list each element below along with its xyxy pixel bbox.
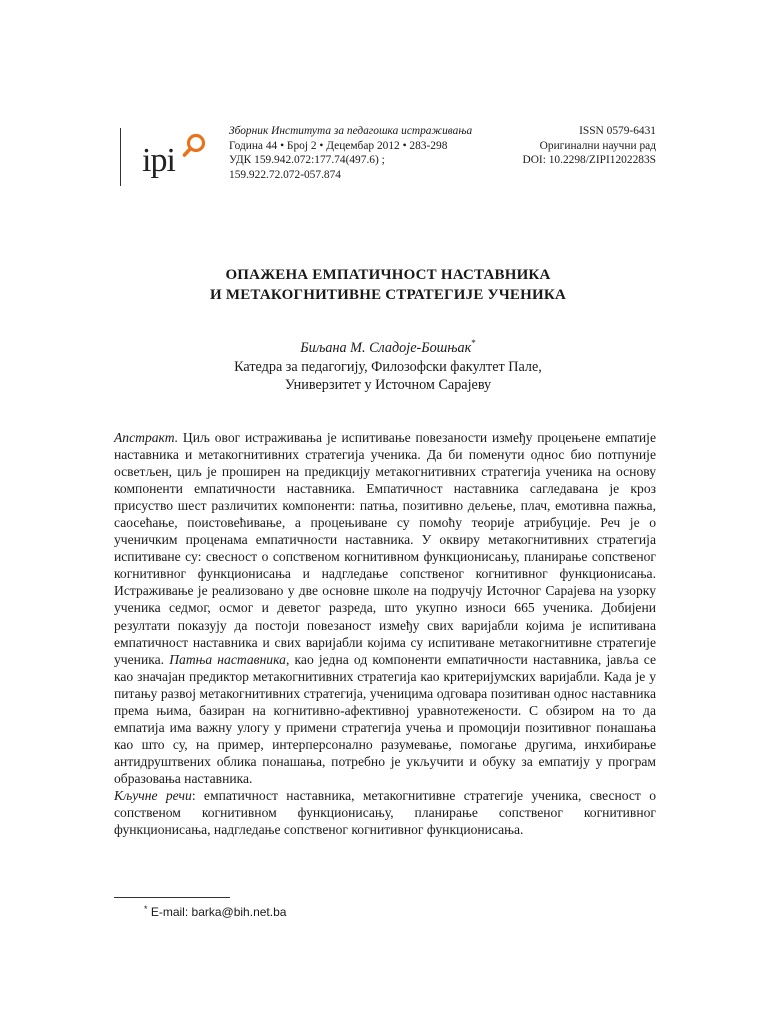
journal-info (229, 124, 499, 182)
magnifier-icon (182, 132, 208, 158)
affiliation-university: Универзитет у Источном Сарајеву (284, 377, 492, 393)
title-line-2: И МЕТАКОГНИТИВНЕ СТРАТЕГИЈЕ УЧЕНИКА (210, 287, 566, 303)
doi: DOI: 10.2298/ZIPI1202283S (522, 154, 656, 167)
journal-name: Зборник Института за педагошка истраживања (229, 125, 473, 137)
affiliation-department: Катедра за педагогију, Филозофски факултет Пале, (234, 358, 542, 375)
abstract-emphasis: Патња наставника (169, 651, 286, 667)
paper-title (120, 265, 656, 305)
header-divider (120, 128, 121, 186)
abstract-label: Апстракт. (114, 430, 179, 445)
keywords-text: : емпатичност наставника, метакогнитивне стратегије ученика, свесност о сопственом когнитивном функционисању, планирање сопственог когнитивног функционисања, надгледање сопственог когнитивног функционисања. (114, 787, 656, 838)
journal-header (120, 124, 656, 184)
udc-code: УДК 159.942.072:177.74(497.6) ; (229, 154, 385, 167)
footnote-divider (114, 897, 230, 898)
keywords (114, 787, 656, 838)
abstract-paragraph (114, 429, 656, 787)
abstract (114, 429, 656, 838)
footnote-email: E-mail: barka@bih.net.ba (147, 905, 287, 919)
keywords-label: Кључне речи (114, 787, 192, 803)
author-footnote-marker: * (471, 338, 476, 348)
author-name (120, 334, 656, 358)
udc-code-continued: 159.922.72.072-057.874 (229, 168, 342, 181)
publication-info (522, 124, 656, 168)
issn: ISSN 0579-6431 (579, 125, 656, 137)
author-name-text: Биљана М. Сладоје-Бошњак (300, 340, 472, 356)
journal-issue: Година 44 • Број 2 • Децембар 2012 • 283-298 (229, 139, 448, 152)
institute-logo (142, 132, 208, 179)
logo-text: ipi (142, 142, 175, 179)
abstract-text-2: , као једна од компоненти емпатичности наставника, јавља се као значајан предиктор метакогнитивних стратегија као критеријумских варијабли. Када је у питању развој метакогнитивних стратегија, ученицима одговара позитиван однос наставника према њима, базиран на когнитивно-афективној уравнотежености. С обзиром на то да емпатија има важну улогу у примени стратегија учења и промоцији позитивног понашања као што су, на пример, интерперсонално разумевање, помогање другима, инхибирање антидруштвених облика понашања, потребно је укључити и обуку за емпатију у програм образовања наставника. (114, 651, 657, 786)
title-line-1: ОПАЖЕНА ЕМПАТИЧНОСТ НАСТАВНИКА (225, 267, 551, 283)
abstract-text-1: Циљ овог истраживања је испитивање повезаности између процењене емпатије наставника и метакогнитивних стратегија ученика. Да би поменути однос био потпуније осветљен, циљ је проширен на предикцију метакогнитивних стратегија ученика на основу компоненти емпатичности наставника. Емпатичност наставника сагледавана је кроз присуство шест различитих компоненти: патња, позитивно дељење, плач, емотивна пажња, саосећање, поистовећивање, а процењиване су помоћу теорије атрибуције. Реч је о ученичким проценама емпатичности наставника. У оквиру метакогнитивних стратегија испитиване су: свесност о сопственом когнитивном функционисању, планирање сопственог когнитивног функционисања и надгледање сопственог когнитивног функционисања. Истраживање је реализовано у две основне школе на подручју Источног Сарајева на узорку ученика седмог, осмог и деветог разреда, што укупно износи 665 ученика. Добијени резултати показују да постоји повезаност између свих варијабли којима је испитивана емпатичност наставника и свих варијабли којима су испитиване метакогнитивне стратегије ученика. (114, 430, 656, 667)
author-block (120, 334, 656, 395)
article-type: Оригинални научни рад (539, 139, 656, 152)
footnote (144, 902, 286, 920)
footnote-marker: * (144, 904, 148, 914)
